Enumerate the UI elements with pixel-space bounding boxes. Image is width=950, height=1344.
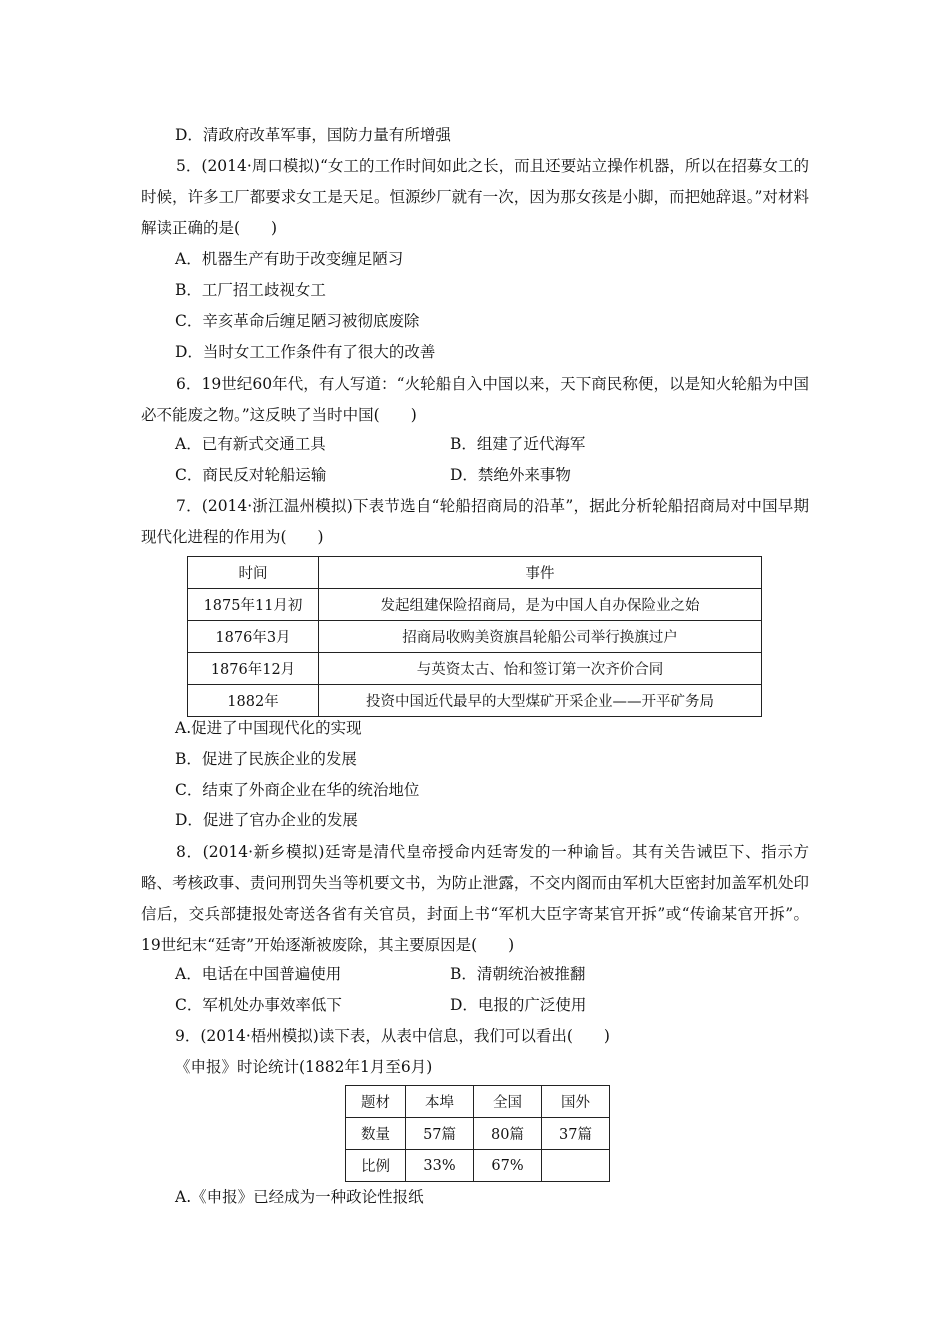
q6-option-c: C．商民反对轮船运输 [175, 466, 327, 484]
table-cell: 1882年 [188, 685, 319, 717]
table-row [346, 1118, 610, 1150]
q6-stem: 6．19世纪60年代，有人写道：“火轮船自入中国以来，天下商民称便，以是知火轮船为中国必不能废之物。”这反映了当时中国( ) [141, 375, 809, 424]
table-cell: 全国 [474, 1086, 542, 1118]
table-cell: 国外 [542, 1086, 610, 1118]
table-cell: 67% [474, 1150, 542, 1182]
table-header: 时间 [188, 557, 319, 589]
table-cell: 题材 [346, 1086, 406, 1118]
table-cell: 比例 [346, 1150, 406, 1182]
table-cell [542, 1150, 610, 1182]
q8-option-c: C．军机处办事效率低下 [175, 996, 342, 1014]
q8-option-b: B．清朝统治被推翻 [450, 965, 586, 983]
q7-option-c: C．结束了外商企业在华的统治地位 [175, 781, 420, 799]
table-cell: 投资中国近代最早的大型煤矿开采企业——开平矿务局 [319, 685, 762, 717]
table-row [346, 1086, 610, 1118]
q6-option-b: B．组建了近代海军 [450, 435, 586, 453]
q9-table [345, 1085, 610, 1182]
q9-table-caption: 《申报》时论统计(1882年1月至6月) [175, 1058, 433, 1076]
table-cell: 80篇 [474, 1118, 542, 1150]
table-row [188, 621, 762, 653]
q8-option-d: D．电报的广泛使用 [450, 996, 587, 1014]
table-cell: 1875年11月初 [188, 589, 319, 621]
table-row [188, 685, 762, 717]
q7-option-b: B．促进了民族企业的发展 [175, 750, 357, 768]
table-row [346, 1150, 610, 1182]
q6-option-a: A．已有新式交通工具 [175, 435, 326, 453]
table-cell: 招商局收购美资旗昌轮船公司举行换旗过户 [319, 621, 762, 653]
q6-option-d: D．禁绝外来事物 [450, 466, 571, 484]
table-cell: 37篇 [542, 1118, 610, 1150]
q8-option-a: A．电话在中国普遍使用 [175, 965, 342, 983]
q5-stem: 5．(2014·周口模拟)“女工的工作时间如此之长，而且还要站立操作机器，所以在招募女工的时候，许多工厂都要求女工是天足。恒源纱厂就有一次，因为那女孩是小脚，而把她辞退。”对材料解读正确的是( ) [141, 157, 809, 237]
q9-stem: 9．(2014·梧州模拟)读下表，从表中信息，我们可以看出( ) [175, 1027, 610, 1045]
q5-option-c: C．辛亥革命后缠足陋习被彻底废除 [175, 312, 420, 330]
q5-option-b: B．工厂招工歧视女工 [175, 281, 326, 299]
table-cell: 与英资太古、怡和签订第一次齐价合同 [319, 653, 762, 685]
q5-option-a: A．机器生产有助于改变缠足陋习 [175, 250, 404, 268]
q7-option-a: A.促进了中国现代化的实现 [175, 719, 362, 737]
q5-option-d: D．当时女工工作条件有了很大的改善 [175, 343, 436, 361]
table-cell: 1876年12月 [188, 653, 319, 685]
table-header: 事件 [319, 557, 762, 589]
table-cell: 本埠 [406, 1086, 474, 1118]
table-cell: 数量 [346, 1118, 406, 1150]
q7-option-d: D．促进了官办企业的发展 [175, 811, 358, 829]
q7-table [187, 556, 762, 717]
q8-stem: 8．(2014·新乡模拟)廷寄是清代皇帝授命内廷寄发的一种谕旨。其有关告诫臣下、指示方略、考核政事、责问刑罚失当等机要文书，为防止泄露，不交内阁而由军机大臣密封加盖军机处印信后，交兵部捷报处寄送各省有关官员，封面上书“军机大臣字寄某官开拆”或“传谕某官开拆”。19世纪末“廷寄”开始逐渐被废除，其主要原因是( ) [141, 843, 809, 954]
table-cell: 33% [406, 1150, 474, 1182]
q9-option-a: A.《申报》已经成为一种政论性报纸 [175, 1188, 424, 1206]
q7-stem: 7．(2014·浙江温州模拟)下表节选自“轮船招商局的沿革”，据此分析轮船招商局对中国早期现代化进程的作用为( ) [141, 497, 809, 546]
table-cell: 发起组建保险招商局，是为中国人自办保险业之始 [319, 589, 762, 621]
table-row [188, 653, 762, 685]
table-row [188, 589, 762, 621]
q4-option-d: D．清政府改革军事，国防力量有所增强 [175, 126, 451, 144]
table-header-row [188, 557, 762, 589]
table-cell: 57篇 [406, 1118, 474, 1150]
table-cell: 1876年3月 [188, 621, 319, 653]
